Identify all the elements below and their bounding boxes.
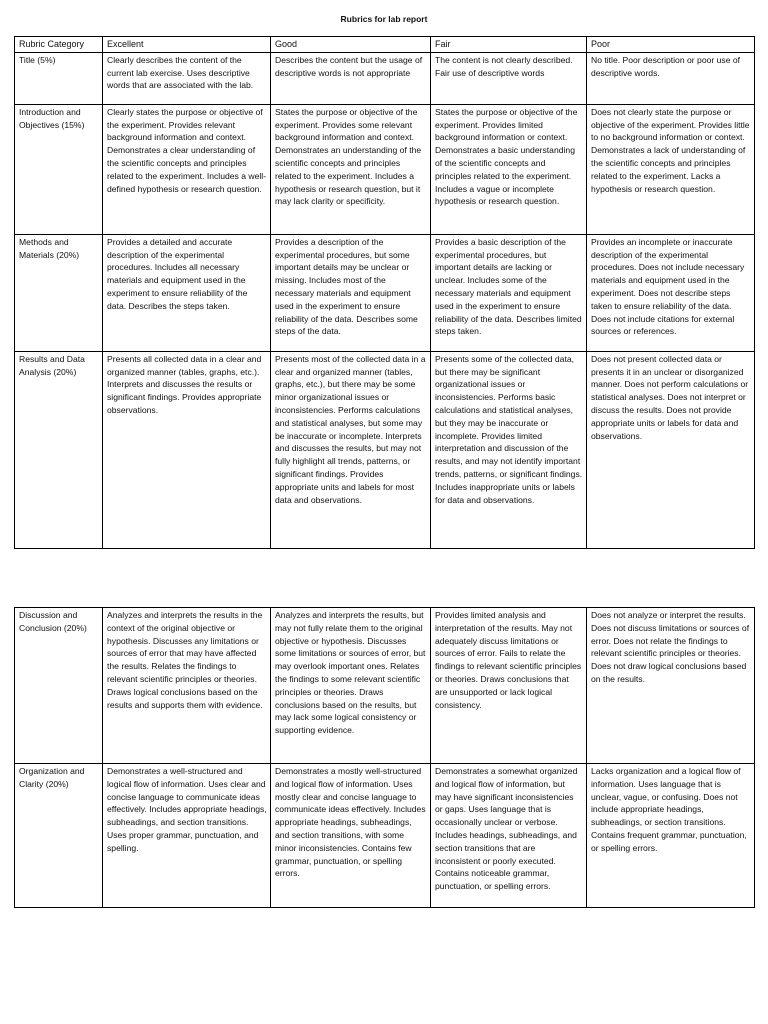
cell-good: States the purpose or objective of the experiment. Provides some relevant background information and context. Demonstrates an understanding of the scientific concepts and principles related to the experiment. Includes a hypothesis or research question, but it may lack clarity or specificity. [271,104,431,234]
cell-excellent: Analyzes and interprets the results in the context of the original objective or hypothesis. Discusses any limitations or sources of error that may have affected the results. Relates the findings to relevant scientific principles or theories. Draws logical conclusions based on the results and supports them with evidence. [103,608,271,764]
header-fair: Fair [431,37,587,53]
rubric-table-page-1 [14,36,755,549]
table-row [15,234,755,351]
table-row [15,104,755,234]
header-good: Good [271,37,431,53]
cell-good: Analyzes and interprets the results, but may not fully relate them to the original objective or hypothesis. Discusses some limitations or sources of error, but may overlook important ones. Relates the findings to some relevant scientific principles or theories. Draws conclusions based on the results, but may lack some logical consistency or supporting evidence. [271,608,431,764]
cell-excellent: Demonstrates a well-structured and logical flow of information. Uses clear and concise language to communicate ideas effectively. Includes appropriate headings, subheadings, and section transitions. Uses proper grammar, punctuation, and spelling. [103,764,271,908]
cell-fair: Presents some of the collected data, but there may be significant organizational issues or inconsistencies. Performs basic calculations and statistical analyses, but they may be inaccurate or incomplete. Provides limited interpretation and discussion of the results, and may not identify important trends, patterns, or significant findings. Includes inappropriate units or labels for data and observations. [431,351,587,548]
cell-poor: No title. Poor description or poor use of descriptive words. [587,52,755,104]
cell-good: Presents most of the collected data in a clear and organized manner (tables, graphs, etc.), but there may be some minor organizational issues or inconsistencies. Performs calculations and statistical analyses, but some may be inaccurate or incomplete. Interprets and discusses the results, but may not fully highlight all trends, patterns, or significant findings. Provides appropriate units and labels for most data and observations. [271,351,431,548]
row-category: Results and Data Analysis (20%) [15,351,103,548]
cell-poor: Does not present collected data or presents it in an unclear or disorganized manner. Does not perform calculations or statistical analyses. Does not interpret or discuss the results. Does not provide appropriate units or labels for data and observations. [587,351,755,548]
cell-good: Demonstrates a mostly well-structured and logical flow of information. Uses mostly clear and concise language to communicate ideas effectively. Includes appropriate headings, subheadings, and section transitions, with some minor inconsistencies. Contains few grammar, punctuation, or spelling errors. [271,764,431,908]
table-row [15,52,755,104]
cell-fair: Provides a basic description of the experimental procedures, but important details are lacking or unclear. Includes some of the necessary materials and equipment used in the experiment to ensure reliability of the data. Describes limited steps taken. [431,234,587,351]
header-row [15,37,755,53]
cell-good: Describes the content but the usage of descriptive words is not appropriate [271,52,431,104]
table-row [15,764,755,908]
header-excellent: Excellent [103,37,271,53]
cell-excellent: Clearly describes the content of the current lab exercise. Uses descriptive words that are associated with the lab. [103,52,271,104]
rubric-table-page-2 [14,607,755,908]
row-category: Introduction and Objectives (15%) [15,104,103,234]
header-rubric-category: Rubric Category [15,37,103,53]
row-category: Title (5%) [15,52,103,104]
cell-excellent: Provides a detailed and accurate description of the experimental procedures. Includes all necessary materials and equipment used in the experiment to ensure reliability of the data. Describes the steps taken. [103,234,271,351]
cell-fair: States the purpose or objective of the experiment. Provides limited background information or context. Demonstrates a basic understanding of the scientific concepts and principles related to the experiment. Includes a vague or incomplete hypothesis or research question. [431,104,587,234]
cell-poor: Provides an incomplete or inaccurate description of the experimental procedures. Does not include necessary materials and equipment used in the experiment. Does not describe steps taken to ensure reliability of the data. Does not include citations for external sources or references. [587,234,755,351]
row-category: Discussion and Conclusion (20%) [15,608,103,764]
cell-poor: Does not analyze or interpret the results. Does not discuss limitations or sources of error. Does not relate the findings to relevant scientific principles or theories. Does not draw logical conclusions based on the results. [587,608,755,764]
document-title: Rubrics for lab report [340,14,428,24]
cell-fair: The content is not clearly described. Fair use of descriptive words [431,52,587,104]
row-category: Organization and Clarity (20%) [15,764,103,908]
cell-excellent: Presents all collected data in a clear and organized manner (tables, graphs, etc.). Interprets and discusses the results or significant findings. Provides appropriate observations. [103,351,271,548]
cell-good: Provides a description of the experimental procedures, but some important details may be unclear or missing. Includes most of the necessary materials and equipment used in the experiment to ensure reliability of the data. Describes some steps of the data. [271,234,431,351]
table-row [15,608,755,764]
cell-fair: Provides limited analysis and interpretation of the results. May not adequately discuss limitations or sources of error. Fails to relate the findings to relevant scientific principles or theories. Draws conclusions that are unsupported or lack logical consistency. [431,608,587,764]
table-row [15,351,755,548]
row-category: Methods and Materials (20%) [15,234,103,351]
cell-poor: Does not clearly state the purpose or objective of the experiment. Provides little to no background information or context. Demonstrates a lack of understanding of the scientific concepts and principles related to the experiment. Lacks a hypothesis or research question. [587,104,755,234]
cell-poor: Lacks organization and a logical flow of information. Uses language that is unclear, vague, or confusing. Does not include appropriate headings, subheadings, or section transitions. Contains frequent grammar, punctuation, or spelling errors. [587,764,755,908]
cell-fair: Demonstrates a somewhat organized and logical flow of information, but may have significant inconsistencies or gaps. Uses language that is occasionally unclear or verbose. Includes headings, subheadings, and section transitions that are inconsistent or poorly executed. Contains noticeable grammar, punctuation, or spelling errors. [431,764,587,908]
header-poor: Poor [587,37,755,53]
cell-excellent: Clearly states the purpose or objective of the experiment. Provides relevant background information and context. Demonstrates a clear understanding of the scientific concepts and principles related to the experiment. Includes a well-defined hypothesis or research question. [103,104,271,234]
